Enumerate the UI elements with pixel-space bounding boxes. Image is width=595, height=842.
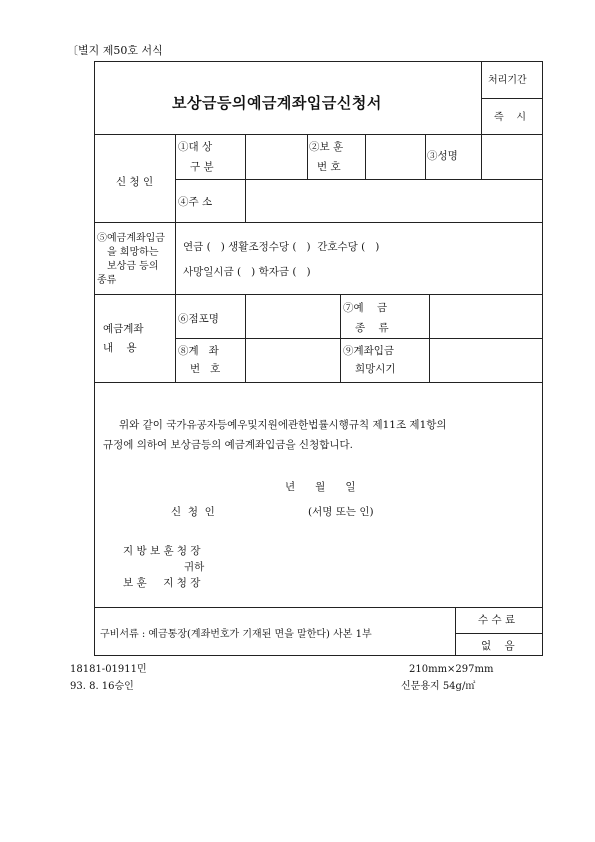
divider	[425, 134, 426, 179]
applicant-label: 신 청 인	[116, 176, 154, 188]
signature-note[interactable]: (서명 또는 인)	[308, 506, 374, 518]
account-number-label-2: 번 호	[190, 363, 221, 375]
veteran-number-field[interactable]	[365, 134, 424, 178]
divider	[481, 98, 542, 99]
divider	[481, 62, 482, 134]
target-category-label: ①대 상	[178, 141, 213, 153]
name-field[interactable]	[481, 134, 542, 178]
divider	[95, 607, 542, 608]
deposit-timing-field[interactable]	[429, 338, 542, 380]
divider	[95, 382, 542, 383]
date-line[interactable]: 년 월 일	[285, 481, 356, 493]
compensation-type-label: ⑤예금계좌입금	[97, 233, 165, 244]
divider	[455, 633, 542, 634]
approval-date: 93. 8. 16승인	[70, 681, 134, 692]
paper-size: 210mm×297mm	[409, 664, 494, 675]
divider	[340, 294, 341, 382]
statement-line-2: 규정에 의하여 보상금등의 예금계좌입금을 신청합니다.	[103, 439, 353, 451]
statement-line-1: 위와 같이 국가유공자등예우및지원에관한법률시행규칙 제11조 제1항의	[119, 419, 447, 431]
compensation-type-label-4: 종류	[97, 275, 117, 286]
divider	[95, 134, 542, 135]
target-category-label-2: 구 분	[190, 161, 214, 173]
divider	[95, 222, 542, 223]
fee-value: 없 음	[481, 640, 515, 652]
deposit-type-label-2: 종 류	[355, 322, 389, 334]
branch-name-label: ⑥점포명	[178, 313, 219, 325]
account-number-field[interactable]	[245, 338, 340, 380]
account-details-label-2: 내 용	[103, 342, 137, 354]
account-number-label: ⑧계 좌	[178, 345, 219, 357]
compensation-options-2[interactable]: 사망일시금 ( ) 학자금 ( )	[183, 266, 311, 278]
recipient-office-1: 지 방 보 훈 청 장	[123, 545, 201, 557]
paper-type: 신문용지 54g/㎡	[401, 681, 476, 692]
processing-period-label: 처리기간	[488, 75, 527, 86]
recipient-office-2: 보 훈 지 청 장	[123, 577, 201, 589]
compensation-type-label-2: 을 희망하는	[107, 247, 159, 258]
processing-period-value: 즉 시	[494, 112, 527, 123]
divider	[307, 134, 308, 179]
recipient-honorific: 귀하	[184, 561, 205, 573]
deposit-type-label: ⑦예 금	[343, 302, 388, 314]
veteran-number-label: ②보 훈	[309, 141, 344, 153]
veteran-number-label-2: 번 호	[317, 161, 341, 173]
name-label: ③성명	[427, 150, 458, 162]
target-category-field[interactable]	[245, 134, 306, 178]
fee-label: 수 수 료	[478, 614, 516, 626]
deposit-timing-label: ⑨계좌입금	[343, 345, 395, 357]
form-title: 보상금등의예금계좌입금신청서	[172, 94, 382, 112]
form-number: 〔별지 제50호 서식	[67, 44, 163, 57]
address-field[interactable]	[245, 179, 542, 221]
compensation-type-label-3: 보상금 등의	[107, 261, 159, 272]
applicant-sign-label: 신 청 인	[171, 506, 215, 518]
divider	[175, 134, 176, 382]
deposit-timing-label-2: 희망시기	[355, 363, 396, 375]
divider	[455, 607, 456, 655]
required-documents: 구비서류 : 예금통장(계좌번호가 기재된 면을 말한다) 사본 1부	[100, 629, 372, 640]
branch-name-field[interactable]	[245, 295, 340, 337]
form-code: 18181-01911민	[70, 664, 147, 675]
account-details-label: 예금계좌	[103, 323, 144, 335]
compensation-options-1[interactable]: 연금 ( ) 생활조정수당 ( ) 간호수당 ( )	[183, 241, 380, 253]
deposit-type-field[interactable]	[429, 295, 542, 337]
address-label: ④주 소	[178, 196, 213, 208]
